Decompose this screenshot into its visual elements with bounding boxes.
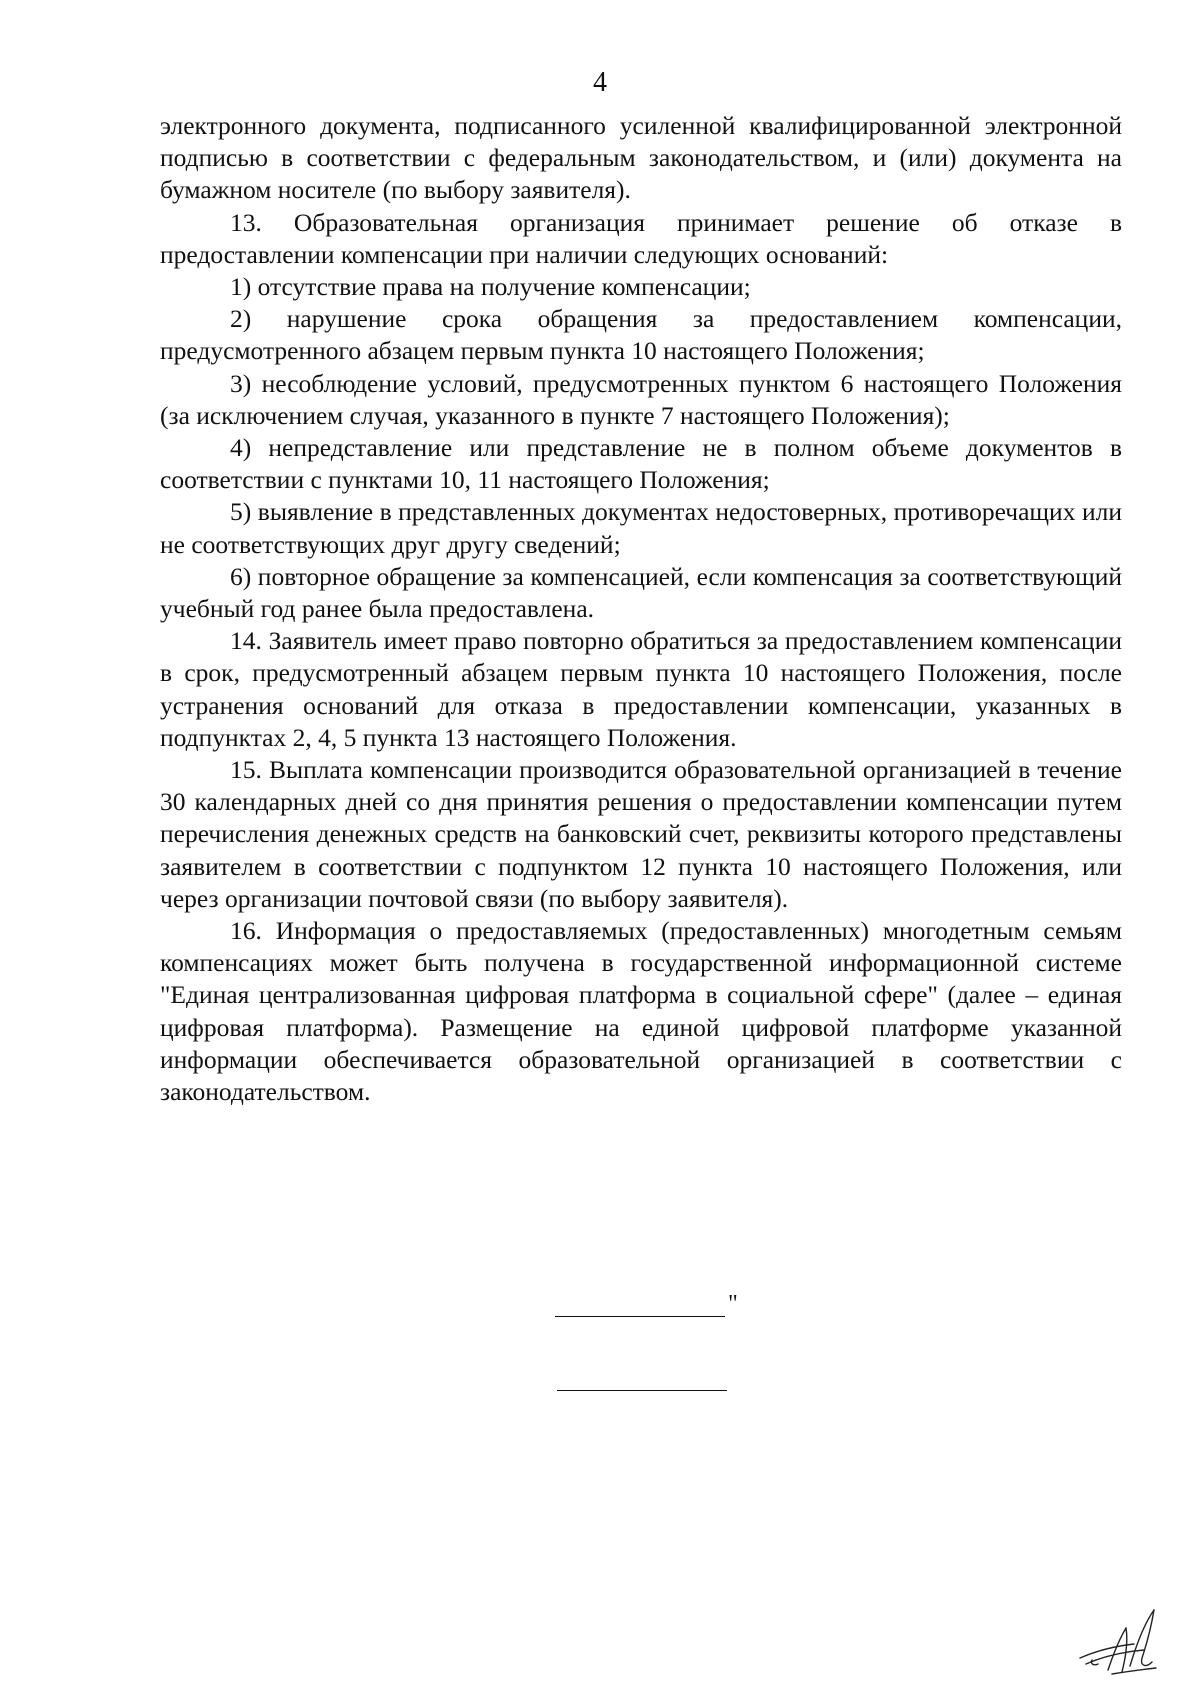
paragraph-15: 15. Выплата компенсации производится образовательной организацией в течение 30 календарных дней со дня принятия решения о предоставлении компенсации путем перечисления денежных средств на банковский счет, реквизиты которого представлены заявителем в соответствии с подпунктом 12 пункта 10 настоящего Положения, или через организации почтовой связи (по выбору заявителя). xyxy=(160,755,1122,913)
list-item-13-3: 3) несоблюдение условий, предусмотренных пунктом 6 настоящего Положения (за исключением случая, указанного в пункте 7 настоящего Положения); xyxy=(160,368,1122,430)
closing-rule-line xyxy=(555,1316,725,1317)
paragraph-14: 14. Заявитель имеет право повторно обратиться за предоставлением компенсации в срок, предусмотренный абзацем первым пункта 10 настоящего Положения, после устранения оснований для отказа в предоставлении компенсации, указанных в подпунктах 2, 4, 5 пункта 13 настоящего Положения. xyxy=(160,626,1122,752)
closing-quote-mark: " xyxy=(728,1291,738,1317)
end-rule-line xyxy=(557,1390,727,1391)
list-item-13-6: 6) повторное обращение за компенсацией, если компенсация за соответствующий учебный год ранее была предоставлена. xyxy=(160,561,1122,624)
document-body xyxy=(160,110,1122,1108)
paragraph-13: 13. Образовательная организация принимает решение об отказе в предоставлении компенсации при наличии следующих оснований: xyxy=(160,207,1122,269)
list-item-13-2: 2) нарушение срока обращения за предоставлением компенсации, предусмотренного абзацем первым пункта 10 настоящего Положения; xyxy=(160,304,1122,366)
paragraph-16: 16. Информация о предоставляемых (предоставленных) многодетным семьям компенсациях может быть получена в государственной информационной системе "Единая централизованная цифровая платформа в социальной сфере" (далее – единая цифровая платформа). Размещение на единой цифровой платформе указанной информации обеспечивается образовательной организацией в соответствии с законодательством. xyxy=(160,916,1122,1107)
end-marks xyxy=(555,1291,755,1396)
list-item-13-5: 5) выявление в представленных документах недостоверных, противоречащих или не соответствующих друг другу сведений; xyxy=(160,497,1122,559)
page-number: 4 xyxy=(593,67,607,98)
paragraph-continuation: электронного документа, подписанного усиленной квалифицированной электронной подписью в соответствии с федеральным законодательством, и (или) документа на бумажном носителе (по выбору заявителя). xyxy=(160,111,1122,205)
signature-mark xyxy=(1068,1600,1168,1680)
list-item-13-1: 1) отсутствие права на получение компенсации; xyxy=(230,272,751,302)
list-item-13-4: 4) непредставление или представление не в полном объеме документов в соответствии с пунктами 10, 11 настоящего Положения; xyxy=(160,433,1122,495)
